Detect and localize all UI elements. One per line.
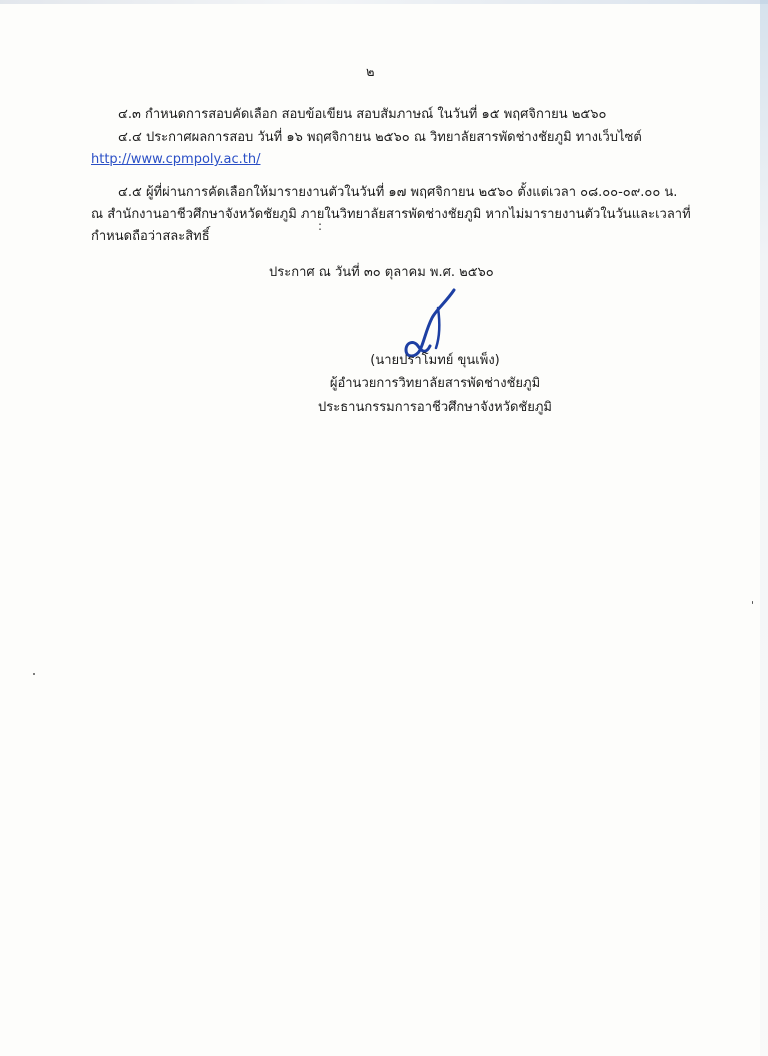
item-4-5-ending: กำหนดถือว่าสละสิทธิ์ <box>91 229 210 244</box>
item-4-3: ๔.๓ กำหนดการสอบคัดเลือก สอบข้อเขียน สอบสัมภาษณ์ ในวันที่ ๑๕ พฤศจิกายน ๒๕๖๐ <box>118 107 607 122</box>
scan-edge-right <box>760 0 768 1056</box>
website-link[interactable]: http://www.cpmpoly.ac.th/ <box>91 152 261 167</box>
item-4-5-continued: ณ สำนักงานอาชีวศึกษาจังหวัดชัยภูมิ ภายในวิทยาลัยสารพัดช่างชัยภูมิ หากไม่มารายงานตัวในวันและเวลาที่ <box>91 207 691 222</box>
item-4-5: ๔.๕ ผู้ที่ผ่านการคัดเลือกให้มารายงานตัวในวันที่ ๑๗ พฤศจิกายน ๒๕๖๐ ตั้งแต่เวลา ๐๘.๐๐-๐๙.๐๐ น. <box>118 185 678 200</box>
scan-speck <box>752 601 753 604</box>
stray-mark: : <box>318 219 323 233</box>
signatory-name: (นายปราโมทย์ ขุนเพ็ง) <box>370 353 500 368</box>
announcement-date: ประกาศ ณ วันที่ ๓๐ ตุลาคม พ.ศ. ๒๕๖๐ <box>269 265 494 280</box>
scan-speck <box>33 673 35 675</box>
signature-image <box>398 288 468 360</box>
page-number: ๒ <box>366 65 375 80</box>
item-4-4: ๔.๔ ประกาศผลการสอบ วันที่ ๑๖ พฤศจิกายน ๒๕๖๐ ณ วิทยาลัยสารพัดช่างชัยภูมิ ทางเว็บไซต์ <box>118 130 642 145</box>
signatory-position-2: ประธานกรรมการอาชีวศึกษาจังหวัดชัยภูมิ <box>318 400 552 415</box>
scan-edge-top <box>0 0 768 4</box>
signatory-position-1: ผู้อำนวยการวิทยาลัยสารพัดช่างชัยภูมิ <box>329 376 541 391</box>
